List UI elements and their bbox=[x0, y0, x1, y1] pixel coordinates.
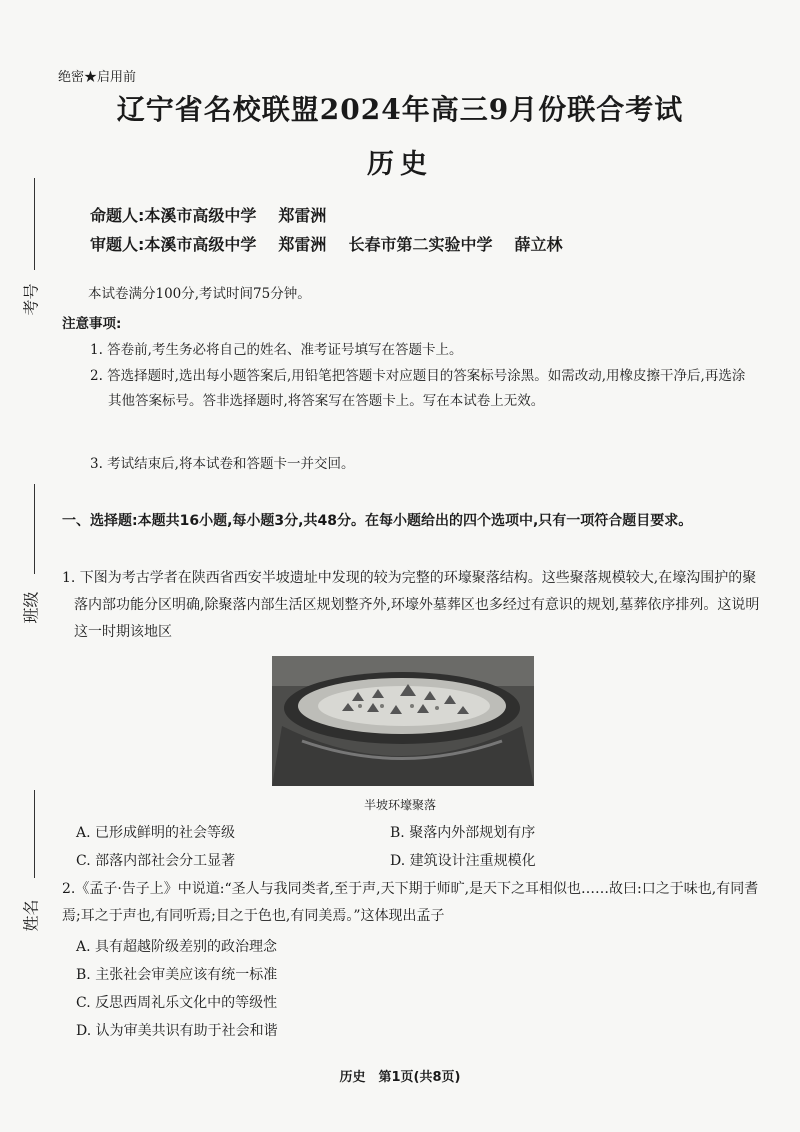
q1-option-b: B. 聚落内外部规划有序 bbox=[390, 825, 536, 841]
note-item-3: 3. 考试结束后,将本试卷和答题卡一并交回。 bbox=[90, 456, 355, 472]
note-item-1: 1. 答卷前,考生务必将自己的姓名、准考证号填写在答题卡上。 bbox=[90, 342, 463, 358]
subject-title: 历史 bbox=[367, 149, 433, 180]
q1-option-d: D. 建筑设计注重规模化 bbox=[390, 853, 536, 869]
reviewer-name-2: 薛立林 bbox=[514, 235, 563, 254]
note-item-2: 2. 答选择题时,选出每小题答案后,用铅笔把答题卡对应题目的答案标号涂黑。如需改动,用橡皮擦干净后,再选涂其他答案标号。答非选择题时,将答案写在答题卡上。写在本试卷上无效。 bbox=[90, 368, 746, 409]
exam-no-line bbox=[34, 178, 35, 270]
exam-title: 辽宁省名校联盟2024年高三9月份联合考试 bbox=[116, 93, 684, 126]
page-footer: 历史 第1页(共8页) bbox=[339, 1070, 461, 1085]
question-1-stem: 1. 下图为考古学者在陕西省西安半坡遗址中发现的较为完整的环壕聚落结构。这些聚落规模较大,在壕沟围护的聚落内部功能分区明确,除聚落内部生活区规划整齐外,环壕外墓葬区也多经过有意识的规划,墓葬依序排列。这说明这一时期该地区 bbox=[62, 570, 760, 640]
q2-option-b: B. 主张社会审美应该有统一标准 bbox=[76, 967, 278, 983]
banpo-settlement-photo bbox=[272, 656, 534, 786]
reviewer-school-1: 本溪市高级中学 bbox=[144, 235, 257, 254]
name-label: 姓名 bbox=[21, 899, 41, 932]
secret-label: 绝密★启用前 bbox=[58, 70, 137, 85]
q2-option-d: D. 认为审美共识有助于社会和谐 bbox=[76, 1023, 278, 1039]
q1-option-c: C. 部落内部社会分工显著 bbox=[76, 853, 236, 869]
setter-line bbox=[90, 203, 348, 226]
reviewer-role: 审题人: bbox=[90, 235, 145, 254]
section-heading: 一、选择题:本题共16小题,每小题3分,共48分。在每小题给出的四个选项中,只有一项符合题目要求。 bbox=[62, 513, 693, 529]
class-line bbox=[34, 484, 35, 574]
reviewer-line bbox=[90, 232, 584, 255]
question-2-stem: 2.《孟子·告子上》中说道:“圣人与我同类者,至于声,天下期于师旷,是天下之耳相似也……故曰:口之于味也,有同耆焉;耳之于声也,有同听焉;目之于色也,有同美焉。”这体现出孟子 bbox=[62, 881, 759, 924]
banpo-settlement-image bbox=[272, 656, 534, 786]
reviewer-name-1: 郑雷洲 bbox=[278, 235, 327, 254]
q1-option-a: A. 已形成鲜明的社会等级 bbox=[76, 825, 236, 841]
q2-option-c: C. 反思西周礼乐文化中的等级性 bbox=[76, 995, 278, 1011]
setter-role: 命题人: bbox=[90, 206, 145, 225]
exam-intro: 本试卷满分100分,考试时间75分钟。 bbox=[88, 286, 311, 302]
photo-caption: 半坡环壕聚落 bbox=[363, 798, 436, 812]
setter-school: 本溪市高级中学 bbox=[144, 206, 257, 225]
notes-heading: 注意事项: bbox=[62, 316, 122, 332]
q2-option-a: A. 具有超越阶级差别的政治理念 bbox=[76, 939, 278, 955]
class-label: 班级 bbox=[21, 591, 41, 624]
reviewer-school-2: 长春市第二实验中学 bbox=[348, 235, 493, 254]
setter-name: 郑雷洲 bbox=[278, 206, 327, 225]
exam-no-label: 考号 bbox=[21, 283, 41, 316]
